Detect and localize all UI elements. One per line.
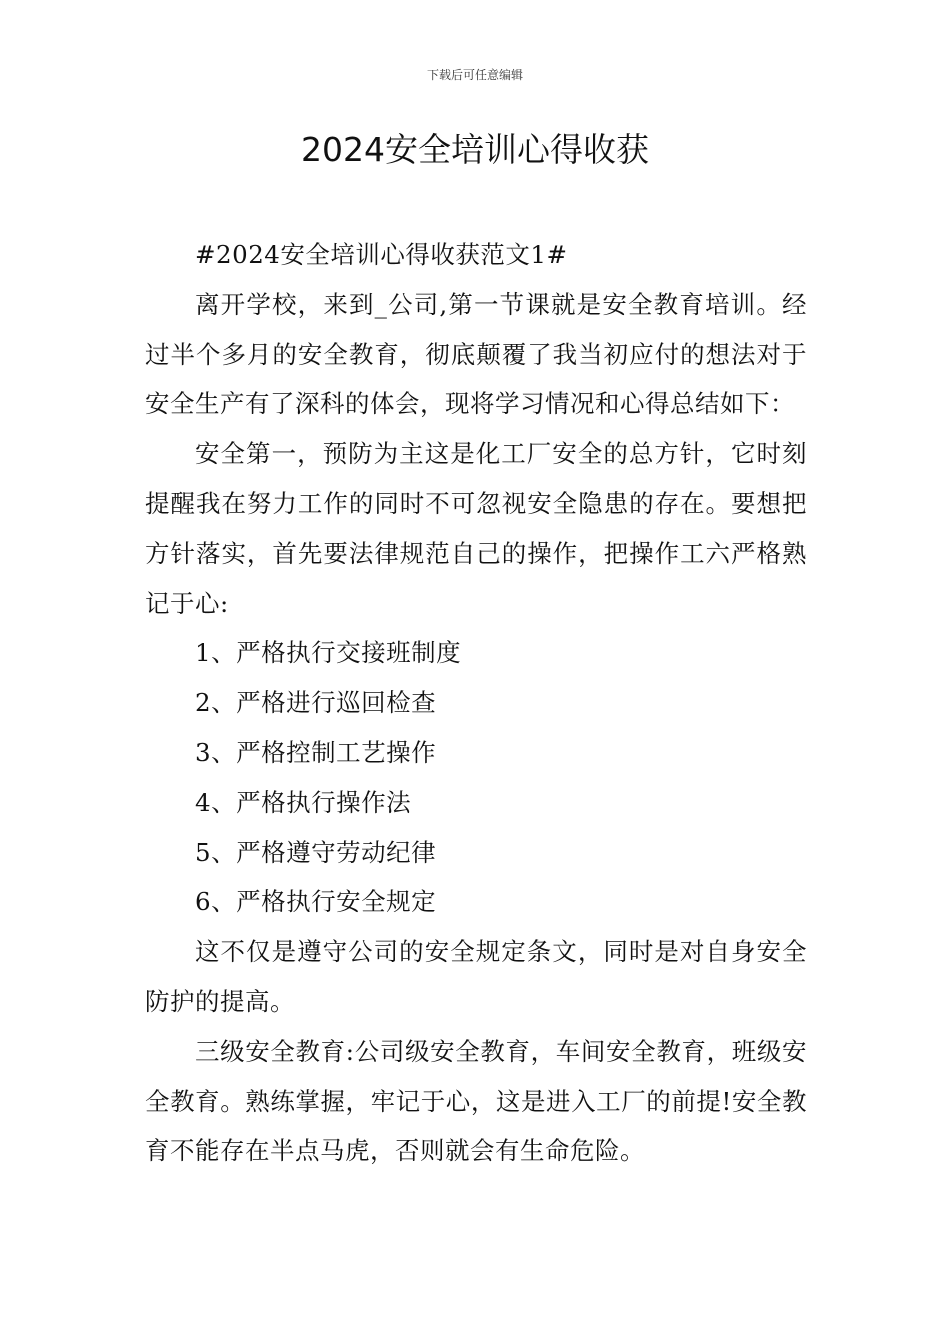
- list-item: 1、严格执行交接班制度: [195, 638, 462, 668]
- paragraph: 离开学校，来到_公司,第一节课就是安全教育培训。经过半个多月的安全教育，彻底颠覆了我当初应付的想法对于安全生产有了深科的体会，现将学习情况和心得总结如下：: [145, 289, 807, 419]
- list-item: 4、严格执行操作法: [195, 787, 412, 817]
- header-note: 下载后可任意编辑: [426, 68, 523, 82]
- paragraph: 安全第一，预防为主这是化工厂安全的总方针，它时刻提醒我在努力工作的同时不可忽视安全隐患的存在。要想把方针落实，首先要法律规范自己的操作，把操作工六严格熟记于心:: [145, 439, 807, 618]
- list-item: 2、严格进行巡回检查: [195, 688, 437, 718]
- list-item: 3、严格控制工艺操作: [195, 737, 437, 767]
- paragraph: 这不仅是遵守公司的安全规定条文，同时是对自身安全防护的提高。: [145, 937, 807, 1016]
- paragraph: 三级安全教育:公司级安全教育，车间安全教育，班级安全教育。熟练掌握，牢记于心，这是进入工厂的前提!安全教育不能存在半点马虎，否则就会有生命危险。: [145, 1036, 807, 1166]
- document-title: 2024安全培训心得收获: [301, 130, 649, 169]
- document-body: [145, 230, 807, 1176]
- section-heading: #2024安全培训心得收获范文1#: [195, 240, 568, 269]
- list-item: 6、严格执行安全规定: [195, 887, 437, 917]
- list-item: 5、严格遵守劳动纪律: [195, 837, 437, 867]
